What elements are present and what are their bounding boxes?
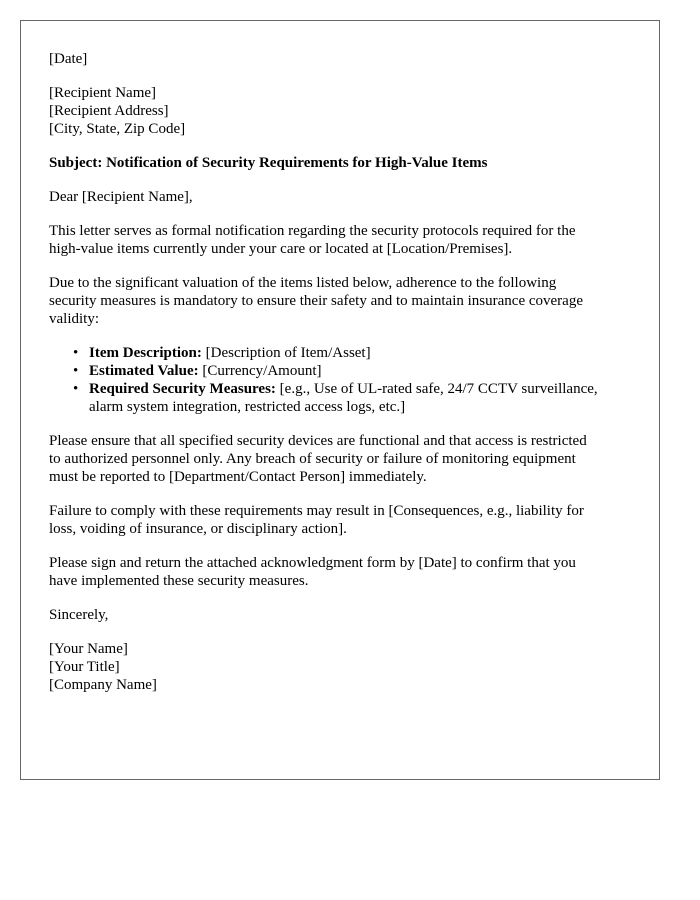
ensure-line-2: to authorized personnel only. Any breach of security or failure of monitoring equipment <box>49 451 576 467</box>
date-text: [Date] <box>49 51 88 67</box>
ensure-line-1: Please ensure that all specified security devices are functional and that access is restricted <box>49 433 587 449</box>
list-item-item-description <box>73 344 631 362</box>
sender-company: [Company Name] <box>49 677 157 693</box>
failure-line-2: loss, voiding of insurance, or disciplinary action]. <box>49 521 347 537</box>
sign-return-line-2: have implemented these security measures. <box>49 573 309 589</box>
estimated-value-value: [Currency/Amount] <box>198 363 322 379</box>
valuation-line-3: validity: <box>49 311 99 327</box>
ensure-paragraph <box>49 432 631 486</box>
security-measures-value: [e.g., Use of UL-rated safe, 24/7 CCTV surveillance, <box>275 381 598 397</box>
ensure-line-3: must be reported to [Department/Contact Person] immediately. <box>49 469 427 485</box>
intro-line-1: This letter serves as formal notification regarding the security protocols required for the <box>49 223 576 239</box>
list-item-estimated-value <box>73 362 631 380</box>
sender-name: [Your Name] <box>49 641 128 657</box>
intro-paragraph <box>49 222 631 258</box>
bullet-icon: • <box>73 381 79 397</box>
bullet-icon: • <box>73 345 79 361</box>
recipient-city-state-zip: [City, State, Zip Code] <box>49 121 186 137</box>
subject-line <box>49 154 631 172</box>
security-measures-value-continued: alarm system integration, restricted access logs, etc.] <box>89 399 406 415</box>
estimated-value-label: Estimated Value: <box>89 363 199 379</box>
sign-return-paragraph <box>49 554 631 590</box>
item-description-value: [Description of Item/Asset] <box>201 345 371 361</box>
letter-date <box>49 50 631 68</box>
list-item-security-measures <box>73 380 631 416</box>
failure-line-1: Failure to comply with these requirements may result in [Consequences, e.g., liability for <box>49 503 584 519</box>
bullet-icon: • <box>73 363 79 379</box>
valuation-paragraph <box>49 274 631 328</box>
security-measures-label: Required Security Measures: <box>89 381 276 397</box>
closing <box>49 606 631 624</box>
requirements-list <box>49 344 631 416</box>
subject-text: Subject: Notification of Security Requirements for High-Value Items <box>49 155 488 171</box>
salutation <box>49 188 631 206</box>
closing-text: Sincerely, <box>49 607 109 623</box>
valuation-line-1: Due to the significant valuation of the items listed below, adherence to the following <box>49 275 557 291</box>
salutation-text: Dear [Recipient Name], <box>49 189 193 205</box>
item-description-label: Item Description: <box>89 345 202 361</box>
letter-page <box>20 20 660 780</box>
failure-paragraph <box>49 502 631 538</box>
recipient-name: [Recipient Name] <box>49 85 157 101</box>
sender-block <box>49 640 631 694</box>
recipient-address: [Recipient Address] <box>49 103 169 119</box>
intro-line-2: high-value items currently under your care or located at [Location/Premises]. <box>49 241 513 257</box>
sign-return-line-1: Please sign and return the attached acknowledgment form by [Date] to confirm that you <box>49 555 576 571</box>
sender-title: [Your Title] <box>49 659 120 675</box>
recipient-block <box>49 84 631 138</box>
valuation-line-2: security measures is mandatory to ensure their safety and to maintain insurance coverage <box>49 293 583 309</box>
